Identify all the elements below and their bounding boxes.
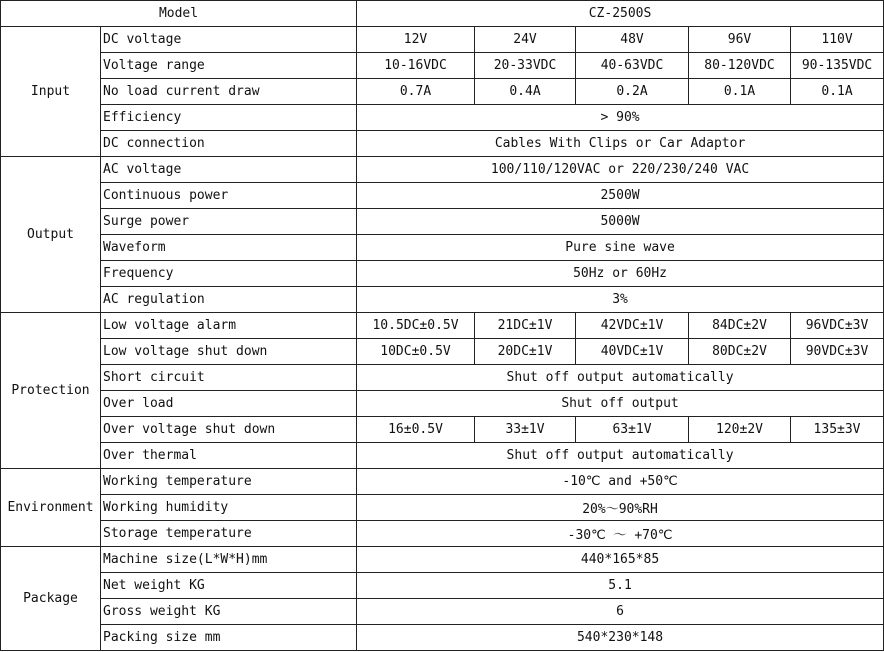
value-cell: Shut off output automatically [357, 365, 884, 391]
value-cell: 10-16VDC [357, 53, 475, 79]
table-row [1, 53, 884, 79]
row-label: Low voltage shut down [101, 339, 357, 365]
row-label: Voltage range [101, 53, 357, 79]
row-label: Waveform [101, 235, 357, 261]
row-label: AC voltage [101, 157, 357, 183]
table-row [1, 287, 884, 313]
table-row [1, 131, 884, 157]
value-cell: Shut off output [357, 391, 884, 417]
group-label: Protection [1, 313, 101, 469]
value-cell: 135±3V [791, 417, 884, 443]
value-cell: 20-33VDC [475, 53, 576, 79]
table-row [1, 261, 884, 287]
value-cell: -30℃ ～ +70℃ [357, 521, 884, 547]
row-label: DC voltage [101, 27, 357, 53]
table-row [1, 625, 884, 651]
value-cell: 20DC±1V [475, 339, 576, 365]
table-row [1, 27, 884, 53]
value-cell: 80-120VDC [689, 53, 791, 79]
table-row [1, 79, 884, 105]
value-cell: 96VDC±3V [791, 313, 884, 339]
table-row [1, 209, 884, 235]
value-cell: 2500W [357, 183, 884, 209]
value-cell: 96V [689, 27, 791, 53]
row-label: AC regulation [101, 287, 357, 313]
value-cell: 90VDC±3V [791, 339, 884, 365]
value-cell: 0.1A [689, 79, 791, 105]
value-cell: 12V [357, 27, 475, 53]
row-label: Net weight KG [101, 573, 357, 599]
value-cell: 0.7A [357, 79, 475, 105]
value-cell: 110V [791, 27, 884, 53]
value-cell: 440*165*85 [357, 547, 884, 573]
value-cell: 0.4A [475, 79, 576, 105]
value-cell: 24V [475, 27, 576, 53]
row-label: Working humidity [101, 495, 357, 521]
model-label: Model [1, 1, 357, 27]
value-cell: 16±0.5V [357, 417, 475, 443]
row-label: Surge power [101, 209, 357, 235]
value-cell: 5.1 [357, 573, 884, 599]
table-row [1, 547, 884, 573]
value-cell: 100/110/120VAC or 220/230/240 VAC [357, 157, 884, 183]
row-label: Continuous power [101, 183, 357, 209]
table-row [1, 521, 884, 547]
value-cell: 120±2V [689, 417, 791, 443]
value-cell: 84DC±2V [689, 313, 791, 339]
table-row [1, 339, 884, 365]
value-cell: 40-63VDC [576, 53, 689, 79]
value-cell: 10.5DC±0.5V [357, 313, 475, 339]
table-row [1, 599, 884, 625]
table-row [1, 183, 884, 209]
value-cell: 6 [357, 599, 884, 625]
model-value: CZ-2500S [357, 1, 884, 27]
group-label: Output [1, 157, 101, 313]
table-row [1, 365, 884, 391]
row-label: Over voltage shut down [101, 417, 357, 443]
group-label: Input [1, 27, 101, 157]
row-label: Storage temperature [101, 521, 357, 547]
table-row [1, 391, 884, 417]
group-label: Package [1, 547, 101, 651]
table-row [1, 235, 884, 261]
value-cell: 0.2A [576, 79, 689, 105]
value-cell: 33±1V [475, 417, 576, 443]
value-cell: 20%～90%RH [357, 495, 884, 521]
row-label: Gross weight KG [101, 599, 357, 625]
value-cell: 50Hz or 60Hz [357, 261, 884, 287]
table-row [1, 443, 884, 469]
value-cell: 90-135VDC [791, 53, 884, 79]
header-row [1, 1, 884, 27]
value-cell: -10℃ and +50℃ [357, 469, 884, 495]
value-cell: > 90% [357, 105, 884, 131]
group-label: Environment [1, 469, 101, 547]
value-cell: 42VDC±1V [576, 313, 689, 339]
row-label: Working temperature [101, 469, 357, 495]
row-label: Packing size mm [101, 625, 357, 651]
row-label: DC connection [101, 131, 357, 157]
table-row [1, 157, 884, 183]
row-label: Low voltage alarm [101, 313, 357, 339]
value-cell: 21DC±1V [475, 313, 576, 339]
row-label: Short circuit [101, 365, 357, 391]
row-label: Machine size(L*W*H)mm [101, 547, 357, 573]
value-cell: 0.1A [791, 79, 884, 105]
value-cell: 63±1V [576, 417, 689, 443]
value-cell: 80DC±2V [689, 339, 791, 365]
value-cell: Shut off output automatically [357, 443, 884, 469]
row-label: Frequency [101, 261, 357, 287]
row-label: Over thermal [101, 443, 357, 469]
row-label: No load current draw [101, 79, 357, 105]
table-row [1, 105, 884, 131]
row-label: Over load [101, 391, 357, 417]
value-cell: 40VDC±1V [576, 339, 689, 365]
value-cell: 5000W [357, 209, 884, 235]
value-cell: Pure sine wave [357, 235, 884, 261]
value-cell: Cables With Clips or Car Adaptor [357, 131, 884, 157]
value-cell: 540*230*148 [357, 625, 884, 651]
table-row [1, 495, 884, 521]
table-row [1, 417, 884, 443]
table-row [1, 469, 884, 495]
table-row [1, 313, 884, 339]
row-label: Efficiency [101, 105, 357, 131]
value-cell: 10DC±0.5V [357, 339, 475, 365]
value-cell: 3% [357, 287, 884, 313]
table-row [1, 573, 884, 599]
value-cell: 48V [576, 27, 689, 53]
